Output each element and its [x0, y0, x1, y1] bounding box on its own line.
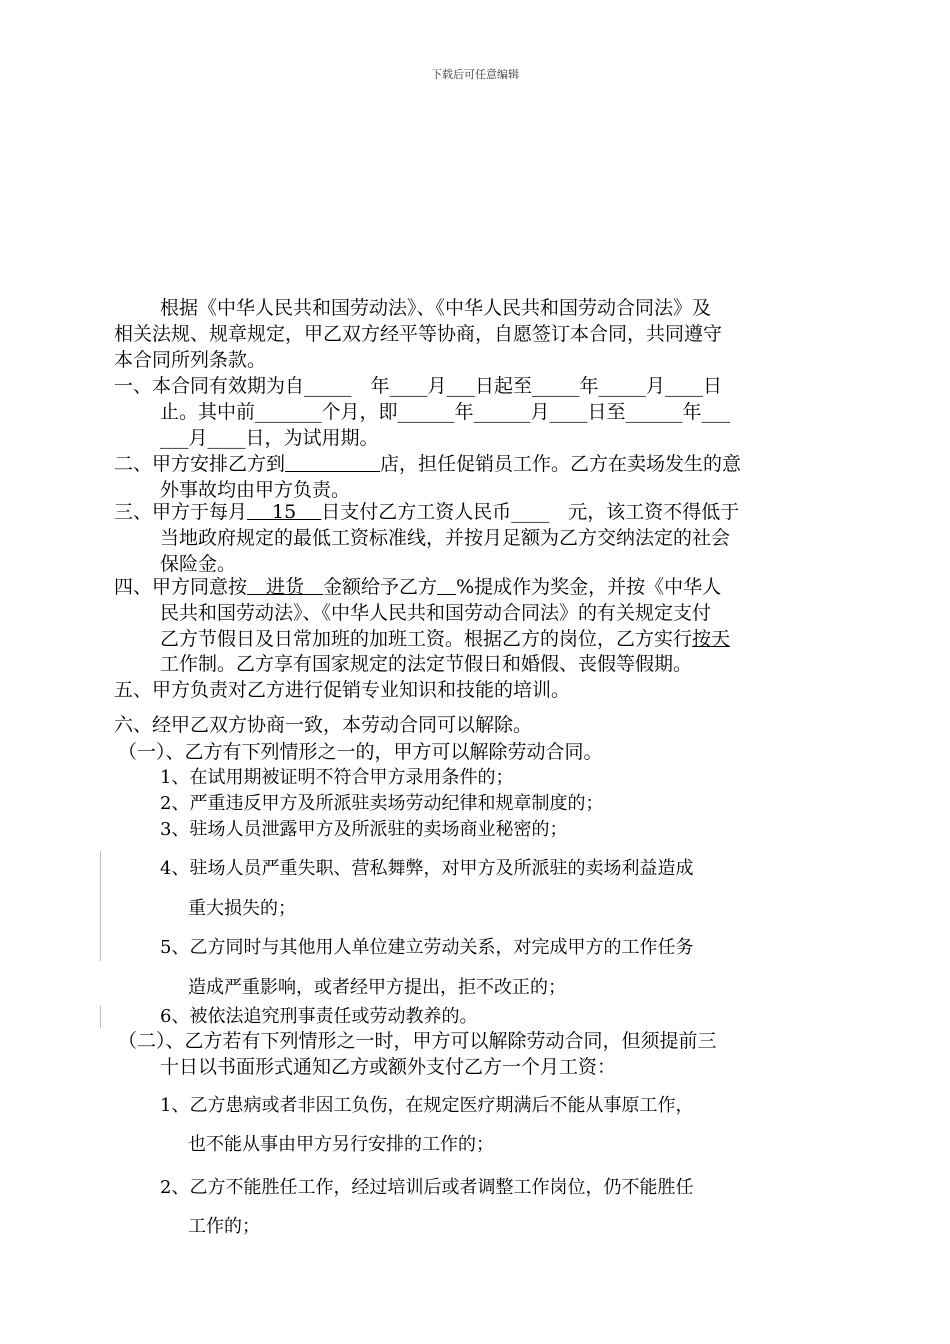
intro-line-3: 本合同所列条款。: [114, 349, 267, 371]
clause2-line-1: [114, 452, 741, 476]
clause6: 六、经甲乙双方协商一致，本劳动合同可以解除。: [114, 714, 533, 736]
work-system: 按天: [692, 628, 731, 650]
clause4-suffix: %提成作为奖金，并按《中华人: [456, 576, 722, 598]
section1-item-5-cont: 造成严重影响，或者经甲方提出，拒不改正的；: [188, 977, 566, 998]
clause4-line-1: [114, 575, 721, 599]
section2-item-1: 1、乙方患病或者非因工负伤，在规定医疗期满后不能从事原工作，: [160, 1095, 694, 1116]
section2-title-cont: 十日以书面形式通知乙方或额外支付乙方一个月工资：: [160, 1056, 617, 1078]
clause3-line-3: 保险金。: [160, 553, 237, 575]
pay-day: 15: [247, 501, 322, 523]
section2-item-1-cont: 也不能从事由甲方另行安排的工作的；: [188, 1134, 494, 1155]
clause5: 五、甲方负责对乙方进行促销专业知识和技能的培训。: [114, 679, 571, 701]
commission-basis: 进货: [247, 576, 324, 598]
clause3-suffix: 日支付乙方工资人民币____ 元，该工资不得低于: [321, 501, 740, 523]
section1-item-5: 5、乙方同时与其他用人单位建立劳动关系，对完成甲方的工作任务: [160, 937, 694, 958]
clause3-line-2: 当地政府规定的最低工资标准线，并按月足额为乙方交纳法定的社会: [160, 527, 731, 549]
revision-bar-2: [100, 1006, 101, 1028]
clause4-line3-text: 乙方节假日及日常加班的加班工资。根据乙方的岗位，乙方实行: [160, 628, 693, 650]
section1-item-1: 1、在试用期被证明不符合甲方录用条件的；: [160, 767, 514, 788]
store-blank: [285, 453, 380, 475]
clause3-line-1: [114, 500, 739, 524]
section1-item-6: 6、被依法追究刑事责任或劳动教养的。: [160, 1006, 478, 1027]
intro-line-1: 根据《中华人民共和国劳动法》、《中华人民共和国劳动合同法》及: [160, 297, 712, 319]
clause4-mid: 金额给予乙方: [323, 576, 438, 598]
clause4-line-3: [160, 627, 730, 651]
section2-item-2: 2、乙方不能胜任工作，经过培训后或者调整工作岗位，仍不能胜任: [160, 1177, 694, 1198]
clause2-line-2: 外事故均由甲方负责。: [160, 479, 351, 501]
percent-blank: [437, 576, 456, 598]
clause2-prefix: 二、甲方安排乙方到: [114, 453, 286, 475]
clause3-prefix: 三、甲方于每月: [114, 501, 248, 523]
section1-item-3: 3、驻场人员泄露甲方及所派驻的卖场商业秘密的；: [160, 819, 568, 840]
section1-title: （一）、乙方有下列情形之一的，甲方可以解除劳动合同。: [118, 741, 603, 763]
download-note: 下载后可任意编辑: [431, 68, 519, 81]
clause4-line-4: 工作制。乙方享有国家规定的法定节假日和婚假、丧假等假期。: [160, 653, 693, 675]
clause1-line-2: 止。其中前_______个月，即______年______月____日至______年___: [160, 401, 731, 423]
clause4-prefix: 四、甲方同意按: [114, 576, 248, 598]
section1-item-4: 4、驻场人员严重失职、营私舞弊，对甲方及所派驻的卖场利益造成: [160, 858, 694, 879]
revision-bar: [100, 851, 101, 961]
clause1-line-1: 一、本合同有效期为自_____ 年____月___日起至_____年_____月____日: [114, 375, 723, 397]
clause4-line-2: 民共和国劳动法》、《中华人民共和国劳动合同法》的有关规定支付: [160, 602, 712, 624]
section1-item-4-cont: 重大损失的；: [188, 898, 296, 919]
clause1-line-3: ___月____日，为试用期。: [160, 427, 379, 449]
section1-item-2: 2、严重违反甲方及所派驻卖场劳动纪律和规章制度的；: [160, 793, 604, 814]
clause2-suffix: 店，担任促销员工作。乙方在卖场发生的意: [380, 453, 742, 475]
intro-line-2: 相关法规、规章规定，甲乙双方经平等协商，自愿签订本合同，共同遵守: [114, 323, 723, 345]
section2-item-2-cont: 工作的；: [188, 1216, 260, 1237]
section2-title: （二）、乙方若有下列情形之一时，甲方可以解除劳动合同，但须提前三: [118, 1030, 717, 1052]
